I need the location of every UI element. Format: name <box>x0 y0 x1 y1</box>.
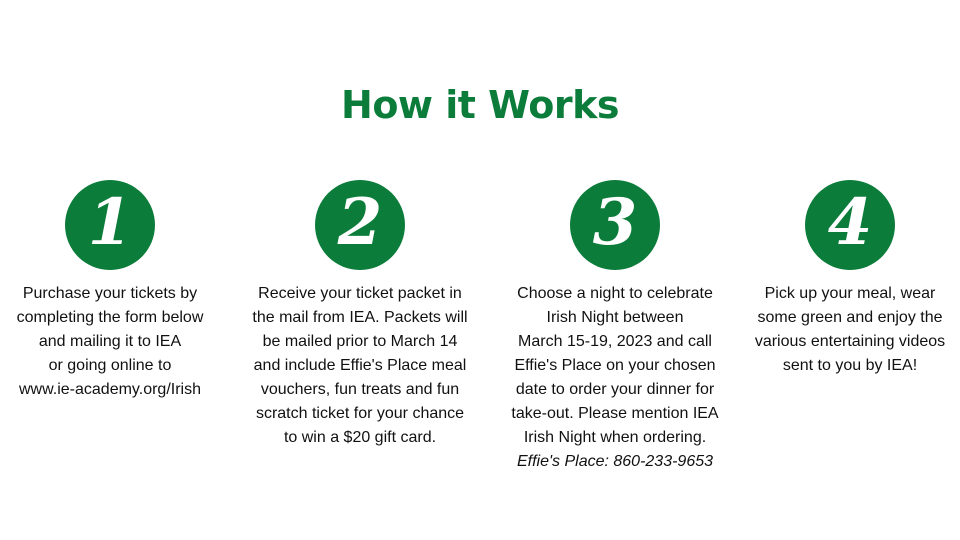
step-number: 4 <box>827 185 873 260</box>
number-circle-2 <box>315 180 405 270</box>
description-line: Choose a night to celebrate <box>517 285 713 302</box>
description-line: Pick up your meal, wear <box>764 285 936 302</box>
description-line: the mail from IEA. Packets will <box>252 309 468 326</box>
description-line: Irish Night when ordering. <box>523 429 707 446</box>
number-circle-4 <box>805 180 895 270</box>
description-line: or going online to <box>48 357 172 374</box>
step-description <box>745 282 955 378</box>
step-description <box>5 282 215 402</box>
description-line: various entertaining videos <box>754 333 946 350</box>
contact-phone: Effie's Place: 860-233-9653 <box>516 453 714 470</box>
step-1 <box>5 180 215 402</box>
step-description <box>245 282 475 450</box>
description-line: Receive your ticket packet in <box>258 285 462 302</box>
step-number: 1 <box>87 185 133 260</box>
description-line: scratch ticket for your chance <box>255 405 465 422</box>
description-line: sent to you by IEA! <box>782 357 918 374</box>
step-2 <box>245 180 475 450</box>
description-line: vouchers, fun treats and fun <box>260 381 460 398</box>
description-line: be mailed prior to March 14 <box>262 333 458 350</box>
number-circle-3 <box>570 180 660 270</box>
page-title: How it Works <box>341 83 619 127</box>
description-line: Purchase your tickets by <box>22 285 198 302</box>
step-number: 2 <box>337 185 383 260</box>
description-line: completing the form below <box>16 309 204 326</box>
step-3 <box>500 180 730 474</box>
description-line: date to order your dinner for <box>515 381 715 398</box>
description-line: take-out. Please mention IEA <box>511 405 719 422</box>
description-line: www.ie-academy.org/Irish <box>19 381 201 398</box>
description-line: Irish Night between <box>546 309 684 326</box>
description-line: some green and enjoy the <box>757 309 943 326</box>
description-line: and include Effie's Place meal <box>253 357 467 374</box>
description-line: Effie's Place on your chosen <box>514 357 716 374</box>
description-line: to win a $20 gift card. <box>283 429 437 446</box>
number-circle-1 <box>65 180 155 270</box>
step-4 <box>745 180 955 378</box>
step-number: 3 <box>592 185 638 260</box>
description-line: March 15-19, 2023 and call <box>518 333 712 350</box>
step-description <box>500 282 730 474</box>
description-line: and mailing it to IEA <box>38 333 182 350</box>
